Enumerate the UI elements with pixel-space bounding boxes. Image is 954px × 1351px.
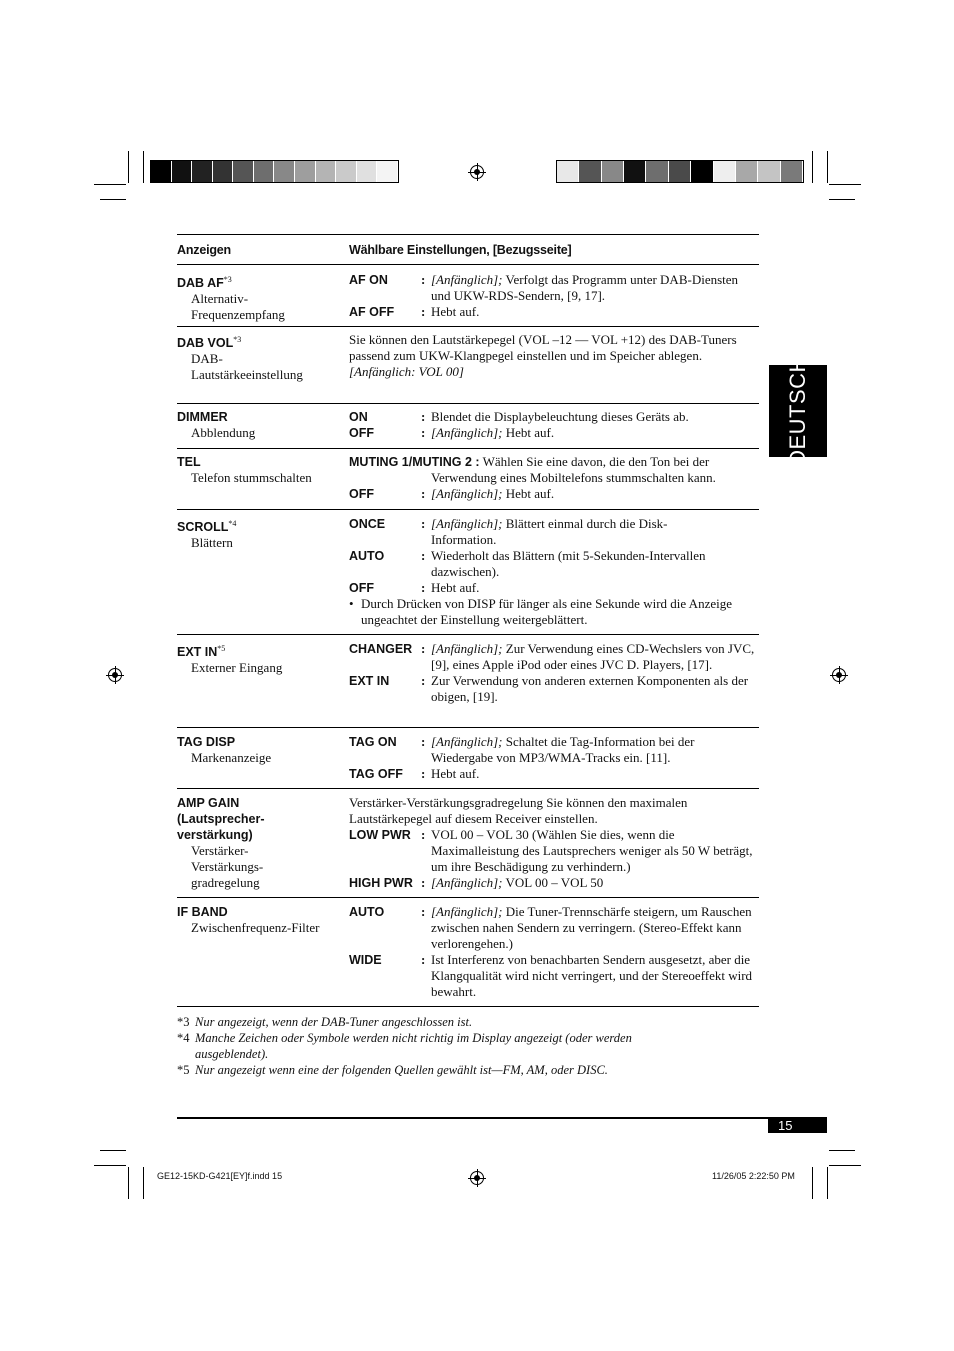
option: ONCE : [Anfänglich]; Blättert einmal durch die Disk-Information. bbox=[349, 516, 668, 547]
crop-mark bbox=[829, 184, 861, 185]
crop-mark bbox=[128, 1167, 129, 1199]
option-text: Verwendung eines Mobiltelefons stummschalten kann. bbox=[431, 470, 716, 485]
footnote: *4 Manche Zeichen oder Symbole werden nicht richtig im Display angezeigt (oder werden bbox=[177, 1031, 632, 1045]
row-rule bbox=[177, 727, 759, 728]
color-swatch bbox=[274, 161, 295, 182]
color-swatch bbox=[192, 161, 213, 182]
footnote: *5 Nur angezeigt wenn eine der folgenden Quellen gewählt ist—FM, AM, oder DISC. bbox=[177, 1063, 608, 1077]
column-header-display: Anzeigen bbox=[177, 243, 231, 257]
setting-name: (Lautsprecher- bbox=[177, 812, 265, 826]
crop-mark bbox=[829, 199, 855, 200]
setting-description: Externer Eingang bbox=[191, 660, 283, 676]
color-swatch bbox=[646, 161, 668, 182]
crop-mark bbox=[143, 151, 144, 183]
setting-name: DIMMER bbox=[177, 410, 228, 424]
color-bar-right bbox=[556, 160, 804, 183]
column-header-settings: Wählbare Einstellungen, [Bezugsseite] bbox=[349, 243, 572, 257]
crop-mark bbox=[827, 151, 828, 183]
setting-name: verstärkung) bbox=[177, 828, 253, 842]
setting-name: AMP GAIN bbox=[177, 796, 240, 810]
setting-description: Blättern bbox=[191, 535, 233, 551]
registration-mark-icon bbox=[108, 668, 122, 682]
page-bottom-rule bbox=[177, 1117, 827, 1119]
registration-mark-icon bbox=[470, 1171, 484, 1185]
language-tab bbox=[769, 356, 827, 466]
color-swatch bbox=[336, 161, 357, 182]
option: AF OFF : Hebt auf. bbox=[349, 304, 480, 319]
color-swatch bbox=[579, 161, 601, 182]
color-swatch bbox=[357, 161, 378, 182]
option: MUTING 1/MUTING 2 : Wählen Sie eine davon, die den Ton bei der bbox=[349, 454, 710, 469]
setting-text: Sie können den Lautstärkepegel (VOL –12 — VOL +12) des DAB-Tuners passend zum UKW-Klangpegel einstellen und im Speicher ablegen. bbox=[349, 332, 737, 363]
option: HIGH PWR : [Anfänglich]; VOL 00 – VOL 50 bbox=[349, 875, 604, 890]
initial-value: [Anfänglich: VOL 00] bbox=[349, 364, 464, 379]
setting-name: IF BAND bbox=[177, 905, 228, 919]
row-rule bbox=[177, 403, 759, 404]
crop-mark bbox=[128, 151, 129, 183]
row-rule bbox=[177, 897, 759, 898]
option: OFF : [Anfänglich]; Hebt auf. bbox=[349, 425, 555, 440]
setting-description: gradregelung bbox=[191, 875, 260, 890]
setting-description: Abblendung bbox=[191, 425, 256, 440]
row-rule bbox=[177, 509, 759, 510]
color-swatch bbox=[151, 161, 172, 182]
setting-text: Verstärker-Verstärkungsgradregelung Sie können den maximalen Lautstärkepegel auf diesem Receiver einstellen. bbox=[349, 795, 688, 826]
color-swatch bbox=[172, 161, 193, 182]
crop-mark bbox=[829, 1150, 855, 1151]
option: WIDE : Ist Interferenz von benachbarten Sendern ausgesetzt, aber die Klangqualität wird nicht verringert, und der Stereoeffekt wird bewahrt. bbox=[349, 952, 753, 999]
row-rule bbox=[177, 448, 759, 449]
color-swatch bbox=[758, 161, 780, 182]
crop-mark bbox=[812, 1167, 813, 1199]
crop-mark bbox=[94, 184, 126, 185]
color-swatch bbox=[557, 161, 579, 182]
option: AUTO : [Anfänglich]; Die Tuner-Trennschärfe steigern, um Rauschen zwischen nahen Sendern zu verringern. (Stereo-Effekt kann verlorengehen.) bbox=[349, 904, 752, 951]
setting-description: Verstärker- bbox=[191, 843, 249, 858]
option: TAG ON : [Anfänglich]; Schaltet die Tag-Information bei der Wiedergabe von MP3/WMA-Tracks ein. [11]. bbox=[349, 734, 695, 765]
option: OFF : Hebt auf. bbox=[349, 580, 480, 595]
crop-mark bbox=[827, 1167, 828, 1199]
crop-mark bbox=[812, 151, 813, 183]
option: AF ON : [Anfänglich]; Verfolgt das Programm unter DAB-Diensten und UKW-RDS-Sendern, [9, 17]. bbox=[349, 272, 739, 303]
color-swatch bbox=[254, 161, 275, 182]
setting-name: TEL bbox=[177, 455, 201, 469]
color-swatch bbox=[669, 161, 691, 182]
row-rule bbox=[177, 326, 759, 327]
slug-date: 11/26/05 2:22:50 PM bbox=[712, 1171, 795, 1181]
table-top-rule bbox=[177, 234, 759, 235]
color-swatch bbox=[624, 161, 646, 182]
setting-description: Telefon stummschalten bbox=[191, 470, 312, 485]
option: TAG OFF : Hebt auf. bbox=[349, 766, 480, 781]
option: LOW PWR : VOL 00 – VOL 30 (Wählen Sie dies, wenn die Maximalleistung des Lautsprechers weniger als 50 W beträgt, um ihre Beschädigung zu verhindern.) bbox=[349, 827, 753, 874]
color-swatch bbox=[781, 161, 803, 182]
registration-mark-icon bbox=[470, 165, 484, 179]
setting-name: DAB VOL$^{*3}$ bbox=[177, 335, 242, 351]
language-tab-label: DEUTSCH bbox=[785, 356, 810, 466]
setting-name: DAB AF$^{*3}$ bbox=[177, 275, 232, 291]
crop-mark bbox=[100, 199, 126, 200]
color-swatch bbox=[213, 161, 234, 182]
setting-description: Zwischenfrequenz-Filter bbox=[191, 920, 320, 935]
option: OFF : [Anfänglich]; Hebt auf. bbox=[349, 486, 555, 501]
option: EXT IN : Zur Verwendung von anderen externen Komponenten als der obigen, [19]. bbox=[349, 673, 749, 704]
setting-description: Alternativ- bbox=[191, 291, 249, 307]
color-swatch bbox=[714, 161, 736, 182]
color-swatch bbox=[602, 161, 624, 182]
setting-description: Verstärkungs- bbox=[191, 859, 264, 874]
setting-name: TAG DISP bbox=[177, 735, 236, 749]
setting-name: EXT IN$^{*5}$ bbox=[177, 644, 226, 660]
footnote: *3 Nur angezeigt, wenn der DAB-Tuner angeschlossen ist. bbox=[177, 1015, 473, 1029]
color-swatch bbox=[736, 161, 758, 182]
color-swatch bbox=[316, 161, 337, 182]
crop-mark bbox=[100, 1150, 126, 1151]
table-bottom-rule bbox=[177, 1006, 759, 1007]
setting-description: DAB- bbox=[191, 351, 223, 367]
footnote: ausgeblendet). bbox=[195, 1047, 269, 1061]
registration-mark-icon bbox=[832, 668, 846, 682]
header-rule bbox=[177, 264, 759, 265]
setting-description: Frequenzempfang bbox=[191, 307, 285, 323]
crop-mark bbox=[94, 1165, 126, 1166]
option: AUTO : Wiederholt das Blättern (mit 5-Sekunden-Intervallen dazwischen). bbox=[349, 548, 706, 579]
crop-mark bbox=[829, 1165, 861, 1166]
setting-description: Markenanzeige bbox=[191, 750, 272, 765]
color-swatch bbox=[295, 161, 316, 182]
note: • Durch Drücken von DISP für länger als eine Sekunde wird die Anzeige ungeachtet der Einstellung weitergeblättert. bbox=[349, 596, 732, 627]
option: ON : Blendet die Displaybeleuchtung dieses Geräts ab. bbox=[349, 409, 689, 424]
color-bar-left bbox=[150, 160, 399, 183]
color-swatch bbox=[233, 161, 254, 182]
setting-description: Lautstärkeeinstellung bbox=[191, 367, 303, 383]
row-rule bbox=[177, 788, 759, 789]
row-rule bbox=[177, 634, 759, 635]
option: CHANGER : [Anfänglich]; Zur Verwendung eines CD-Wechslers von JVC, [9], eines Apple iPod oder eines JVC D. Players, [17]. bbox=[349, 641, 755, 672]
crop-mark bbox=[143, 1167, 144, 1199]
setting-name: SCROLL$^{*4}$ bbox=[177, 519, 237, 535]
slug-file: GE12-15KD-G421[EY]f.indd 15 bbox=[157, 1171, 283, 1181]
page-number: 15 bbox=[768, 1118, 827, 1133]
color-swatch bbox=[691, 161, 713, 182]
color-swatch bbox=[377, 161, 398, 182]
